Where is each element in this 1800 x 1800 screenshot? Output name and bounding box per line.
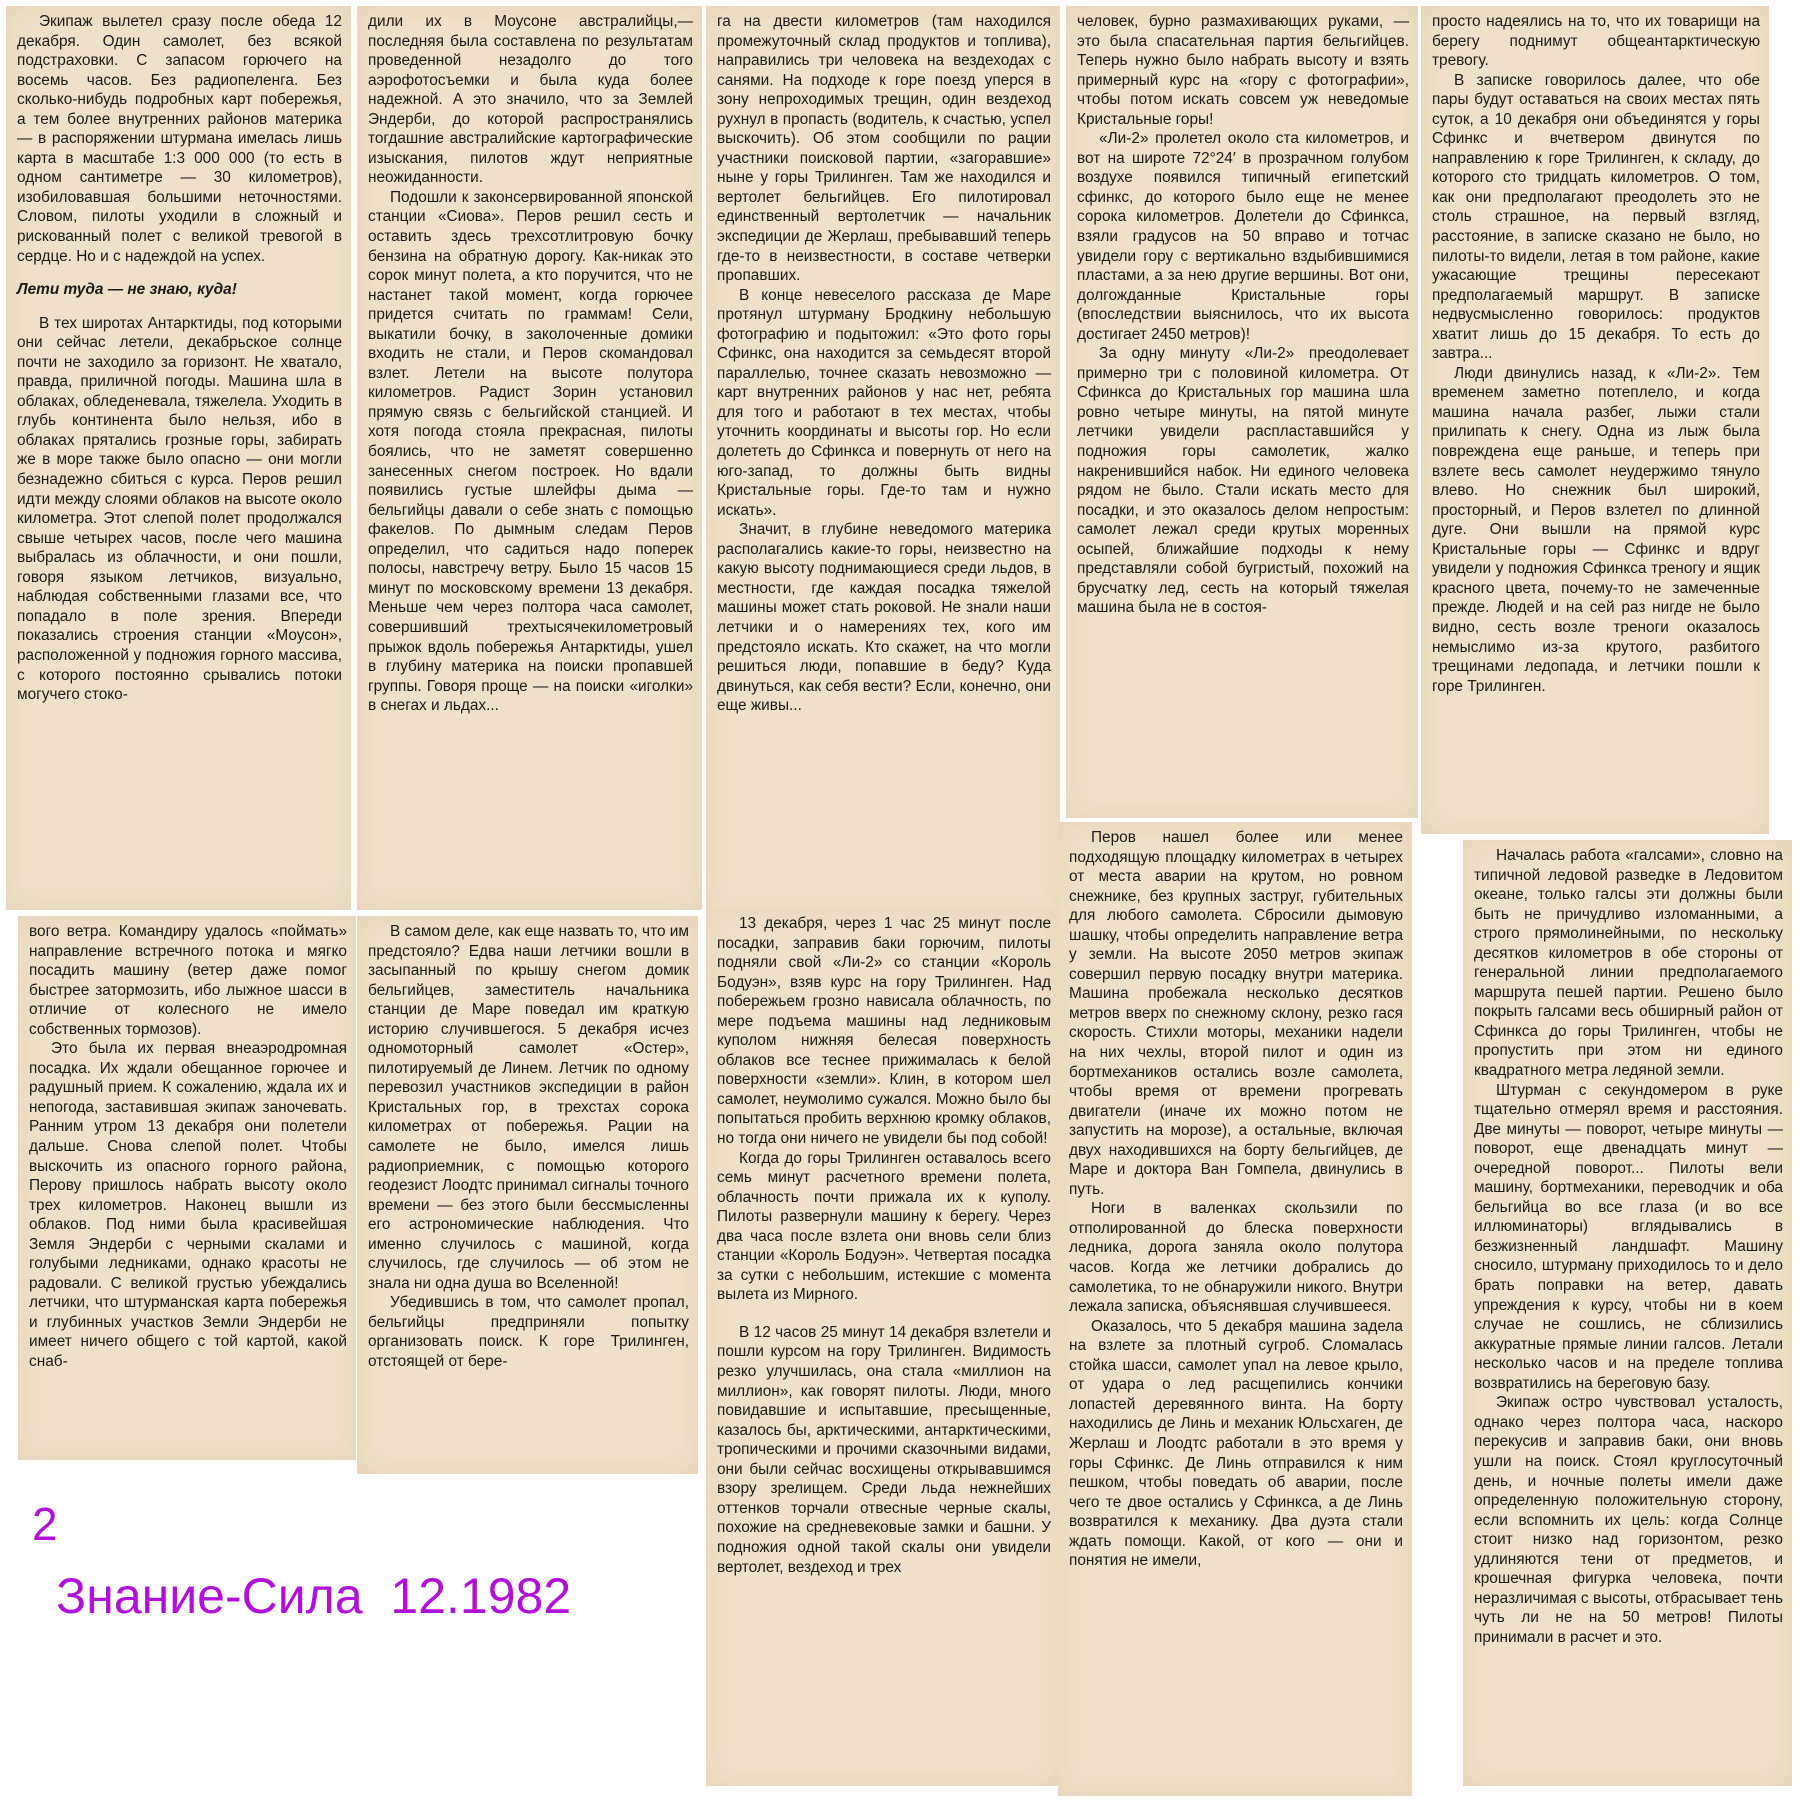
paragraph: Убедившись в том, что самолет пропал, бельгийцы предприняли попытку организовать поиск. К горе Трилинген, отстоящей от бере- [368,1294,689,1371]
paragraph: Значит, в глубине неведомого материка располагались какие-то горы, неизвестно на какую высоту поднимающиеся среди льдов, в местности, где каждая посадка тяжелой машины может стать роковой. Не знали наши летчики и о намерениях тех, кого им предстояло искать. Кто скажет, на что могли решиться люди, попавшие в беду? Куда двинуться, как себя вести? Если, конечно, они еще живы... [717,521,1051,715]
column-clipping-7 [357,916,698,1474]
column-clipping-2 [357,6,702,910]
paragraph: Штурман с секундомером в руке тщательно отмерял время и расстояния. Две минуты — поворот, четыре минуты — поворот, еще двенадцать минут — очередной поворот... Пилоты вели машину, бортмеханики, переводчик и оба бельгийца во все глаза (и во все иллюминаторы) вглядывались в безжизненный ландшафт. Машину сносило, штурману приходилось то и дело брать поправки на ветер, давать упреждения к курсу, чтобы ни в коем случае не сошлись, не сблизились аккуратные прямые линии галсов. Летали несколько часов и на пределе топлива возвратились на береговую базу. [1474,1081,1783,1392]
column-clipping-4 [1066,6,1418,818]
paragraph: 13 декабря, через 1 час 25 минут после посадки, заправив баки горючим, пилоты подняли свой «Ли-2» со станции «Король Бодуэн», взяв курс на гору Трилинген. Над побережьем грозно нависала облачность, по мере подъема машины над ледниковым куполом нижняя белесая поверхность облаков все теснее прижималась к белой поверхности «земли». Клин, в котором шел самолет, неумолимо сужался. Можно было бы попытаться пробить верхнюю кромку облаков, но тогда они ничего не увидели бы под собой! [717,915,1051,1148]
paragraph: Началась работа «галсами», словно на типичной ледовой разведке в Ледовитом океане, только галсы эти должны были быть не причудливо изломанными, а строго прямолинейными, по нескольку десятков километров в обе стороны от генеральной линии предполагаемого маршрута пешей партии. Решено было покрыть галсами весь обширный район от Сфинкса до горы Трилинген, чтобы не пропустить при этом ни единого квадратного метра ледяной земли. [1474,847,1783,1080]
paragraph: Люди двинулись назад, к «Ли-2». Тем временем заметно потеплело, и когда машина начала разбег, лыжи стали прилипать к снегу. Одна из лыж была повреждена еще раньше, и теперь при взлете весь самолет неудержимо тянуло влево. Но снежник был широкий, просторный, и Перов взлетел по длинной дуге. Они вышли на прямой курс Кристальные горы — Сфинкс и вдруг увидели у подножия Сфинкса треногу и ящик красного цвета, почему-то не замеченные прежде. Людей и на сей раз нигде не было видно, сесть возле треноги оказалось немыслимо из-за крутого, разбитого трещинами ледопада, и летчики пошли к горе Трилинген. [1432,364,1760,695]
paragraph: Это была их первая внеаэродромная посадка. Их ждали обещанное горючее и радушный прием. К сожалению, ждала их и непогода, заставившая экипаж заночевать. Ранним утром 13 декабря они полетели дальше. Снова слепой полет. Чтобы выскочить из опасного горного района, Перову пришлось набрать высоту около трех километров. Наконец вышли из облаков. Под ними была красивейшая Земля Эндерби с черными скалами и голубыми ледниками, однако красоты не радовали. С великой грустью убеждались летчики, что штурманская карта побережья и глубинных участков Земли Эндерби не имеет ничего общего с той картой, какой снаб- [29,1040,347,1371]
paragraph: В самом деле, как еще назвать то, что им предстояло? Едва наши летчики вошли в засыпанный по крышу снегом домик бельгийцев, заместитель начальника станции де Маре поведал им краткую историю случившегося. 5 декабря исчез одномоторный самолет «Остер», пилотируемый де Линем. Летчик по одному перевозил участников экспедиции в район Кристальных гор, в трехстах сорока километрах от побережья. Рации на самолете не было, имелся лишь радиоприемник, с помощью которого геодезист Лоодтс принимал сигналы точного времени — без этого были бессмысленны его астрономические наблюдения. Что именно случилось с машиной, когда случилось, где случилось — об этом не знала ни одна душа во Вселенной! [368,923,689,1292]
paragraph: В тех широтах Антарктиды, под которыми они сейчас летели, декабрьское солнце почти не заходило за горизонт. Не хватало, правда, приличной погоды. Машина шла в облаках, обледеневала, тяжелела. Уходить в глубь континента было нельзя, ибо в облаках прятались грозные горы, забирать же в море также было опасно — они могли безнадежно сбиться с курса. Перов решил идти между слоями облаков на высоте около километра. Этот слепой полет продолжался свыше четырех часов, после чего машина выбралась из облачности, и они пошли, говоря языком летчиков, визуально, наблюдая собственными глазами все, что попадало в поле зрения. Впереди показались строения станции «Моусон», расположенной у подножия горного массива, с которого постоянно срывались потоки могучего стоко- [17,314,342,704]
column-clipping-6 [18,916,356,1460]
paragraph: В конце невеселого рассказа де Маре протянул штурману Бродкину небольшую фотографию и подытожил: «Это фото горы Сфинкс, она находится за семьдесят второй параллелью, точнее сказать невозможно — карт внутренних районов у нас нет, ребята для того и работают в тех местах, чтобы уточнить координаты и высоты гор. Но если долететь до Сфинкса и повернуть от него на юго-запад, то должны быть видны Кристальные горы. Где-то там и нужно искать». [717,286,1051,519]
column-clipping-9 [1058,822,1412,1796]
paragraph: В 12 часов 25 минут 14 декабря взлетели и пошли курсом на гору Трилинген. Видимость резко улучшилась, она стала «миллион на миллион», как говорят пилоты. Люди, много повидавшие и испытавшие, пресыщенные, казалось бы, арктическими, антарктическими, тропическими и прочими сказочными видами, они были сейчас восхищены открывавшимся взору зрелищем. Среди льда нежнейших оттенков торчали отвесные черные скалы, похожие на средневековые замки и башни. У подножия одной такой скалы они увидели вертолет, вездеход и трех [717,1323,1051,1576]
paragraph: За одну минуту «Ли-2» преодолевает примерно три с половиной километра. От Сфинкса до Кристальных гор машина шла ровно четыре минуты, на пятой минуте летчики увидели распластавшийся у подножия горы самолетик, жалко накренившийся набок. Ни единого человека рядом не было. Стали искать место для посадки, и это оказалось делом непростым: самолет лежал среди крутых моренных осыпей, ближайшие подходы к нему представляли собой бугристый, похожий на брусчатку лед, сесть на который тяжелая машина была не в состоя- [1077,345,1409,617]
paragraph: просто надеялись на то, что их товарищи на берегу поднимут общеантарктическую тревогу. [1432,13,1760,70]
paragraph: человек, бурно размахивающих руками, — это была спасательная партия бельгийцев. Теперь нужно было набрать высоту и взять примерный курс на «гору с фотографии», чтобы потом искать совсем уж неведомые Кристальные горы! [1077,13,1409,128]
paragraph: Экипаж вылетел сразу после обеда 12 декабря. Один самолет, без всякой подстраховки. С запасом горючего на восемь часов. Без радиопеленга. Без сколько-нибудь подробных карт побережья, а тем более внутренних районов материка — в распоряжении штурмана имелась лишь карта в масштабе 1:3 000 000 (то есть в одном сантиметре — 30 километров), изобиловавшая большими неточностями. Словом, пилоты уходили в сложный и рискованный полет с великой тревогой в сердце. Но и с надеждой на успех. [17,13,342,265]
paragraph: Экипаж остро чувствовал усталость, однако через полтора часа, наскоро перекусив и заправив баки, они вновь ушли на поиск. Стоял круглосуточный день, и ночные полеты имели даже определенную положительную сторону, если вспомнить их цель: когда Солнце стоит низко над горизонтом, резко удлиняются тени от предметов, и крошечная фигурка человека, почти неразличимая с высоты, отбрасывает тень чуть ли не на 50 метров! Пилоты принимали в расчет и это. [1474,1394,1783,1646]
paragraph: вого ветра. Командиру удалось «поймать» направление встречного потока и мягко посадить машину (ветер даже помог быстрее затормозить, ибо лыжное шасси в отличие от колесного не имело собственных тормозов). [29,923,347,1038]
column-clipping-5 [1421,6,1769,834]
page-number: 2 [32,1498,58,1550]
column-clipping-1 [6,6,351,910]
paragraph: дили их в Моусоне австралийцы,— последняя была составлена по результатам проведенной незадолго до того аэрофотосъемки и была куда более надежной. А это значило, что за Землей Эндерби, до которой распространялись тогдашние австралийские картографические изыскания, пилотов ждут неприятные неожиданности. [368,13,693,187]
paragraph: га на двести километров (там находился промежуточный склад продуктов и топлива), направились три человека на вездеходах с санями. На подходе к горе поезд уперся в зону непроходимых трещин, один вездеход рухнул в пропасть (водитель, к счастью, успел выскочить). Об этом сообщили по рации участники поисковой партии, «загоравшие» ныне у горы Трилинген. Там же находился и вертолет бельгийцев. Его пилотировал единственный вертолетчик — начальник экспедиции де Жерлаш, пребывавший теперь где-то в неизвестности, в составе четверки пропавших. [717,13,1051,285]
paragraph: Ноги в валенках скользили по отполированной до блеска поверхности ледника, дорога заняла около полутора часов. Когда же летчики добрались до самолетика, то не обнаружили никого. Внутри лежала записка, объяснявшая случившееся. [1069,1200,1403,1316]
paragraph: Оказалось, что 5 декабря машина задела на взлете за плотный сугроб. Сломалась стойка шасси, самолет упал на левое крыло, от удара о лед расщепились кончики лопастей деревянного винта. На борту находились де Линь и механик Юльсхаген, де Жерлаш и Лоодтс работали в это время у горы Сфинкс. Де Линь отправился к ним пешком, чтобы поведать об аварии, после чего те двое остались у Сфинкса, а де Линь возвратился к механику. Два дуэта стали ждать помощи. Какой, от кого — они и понятия не имели, [1069,1317,1403,1570]
column-clipping-3 [706,6,1060,918]
paragraph: В записке говорилось далее, что обе пары будут оставаться на своих местах пять суток, а 10 декабря они объединятся у горы Сфинкс и вчетвером двинутся по направлению к горе Трилинген, к складу, до которого сто тридцать километров. О том, как они предполагают преодолеть это не столь страшное, на первый взгляд, расстояние, в записке сказано не было, но пилоты-то видели, летая в том районе, какие ужасающие трещины пересекают предполагаемый маршрут. В записке недвусмысленно говорилось: продуктов хватит лишь до 15 декабря. То есть до завтра... [1432,71,1760,363]
paragraph: Перов нашел более или менее подходящую площадку километрах в четырех от места аварии на крутом, но ровном снежнике, без крупных заструг, губительных для любого самолета. Сбросили дымовую шашку, чтобы определить направление ветра у земли. На высоте 2050 метров экипаж совершил первую посадку внутри материка. Машина пробежала несколько десятков метров вверх по снежному склону, резко гася скорость. Стихли моторы, механики надели на них чехлы, второй пилот и один из бортмехаников остались возле самолета, чтобы время от времени прогревать двигатели (иначе их можно потом не запустить на морозе), а остальные, включая двух находившихся на борту бельгийцев, де Маре и доктора Ван Гомпела, двинулись в путь. [1069,829,1403,1198]
paragraph: Когда до горы Трилинген оставалось всего семь минут расчетного времени полета, облачность почти прижала их к куполу. Пилоты развернули машину к берегу. Через два часа после взлета они вновь сели близ станции «Король Бодуэн». Четвертая посадка за сутки с небольшим, истекшие с момента вылета из Мирного. [717,1149,1051,1304]
column-clipping-8 [706,908,1060,1786]
section-heading: Лети туда — не знаю, куда! [17,281,237,299]
paragraph: «Ли-2» пролетел около ста километров, и вот на широте 72°24′ в прозрачном голубом воздухе появился типичный египетский сфинкс, до которого было еще не менее сорока километров. Долетели до Сфинкса, взяли градусов на 50 вправо и тотчас увидели гору с вертикально вздыбившимися пластами, а за нею другие вершины. Вот они, долгожданные Кристальные горы (впоследствии выяснилось, что их высота достигает 2450 метров)! [1077,130,1409,343]
source-caption: Знание-Сила 12.1982 [56,1568,572,1624]
column-clipping-10 [1463,840,1792,1786]
paragraph: Подошли к законсервированной японской станции «Сиова». Перов решил сесть и оставить здесь трехсотлитровую бочку бензина на обратную дорогу. Как-никак это сорок минут полета, а кто поручится, что не настанет такой момент, когда горючее придется считать по граммам! Сели, выкатили бочку, в заколоченные домики входить не стали, и Перов скомандовал взлет. Летели на высоте полутора километров. Радист Зорин установил прямую связь с бельгийской станцией. И хотя погода стояла прекрасная, пилоты боялись, что не заметят совершенно занесенных снегом построек. Но вдали появились густые шлейфы дыма — бельгийцы давали о себе знать с помощью факелов. По дымным следам Перов определил, что садиться надо поперек полосы, навстречу ветру. Было 15 часов 15 минут по московскому времени 13 декабря. Меньше чем через полтора часа самолет, совершивший трехтысячекилометровый прыжок вдоль побережья Антарктиды, ушел в глубину материка на поиски пропавшей группы. Говоря проще — на поиски «иголки» в снегах и льдах... [368,188,693,715]
paragraph-gap [717,1305,1051,1323]
